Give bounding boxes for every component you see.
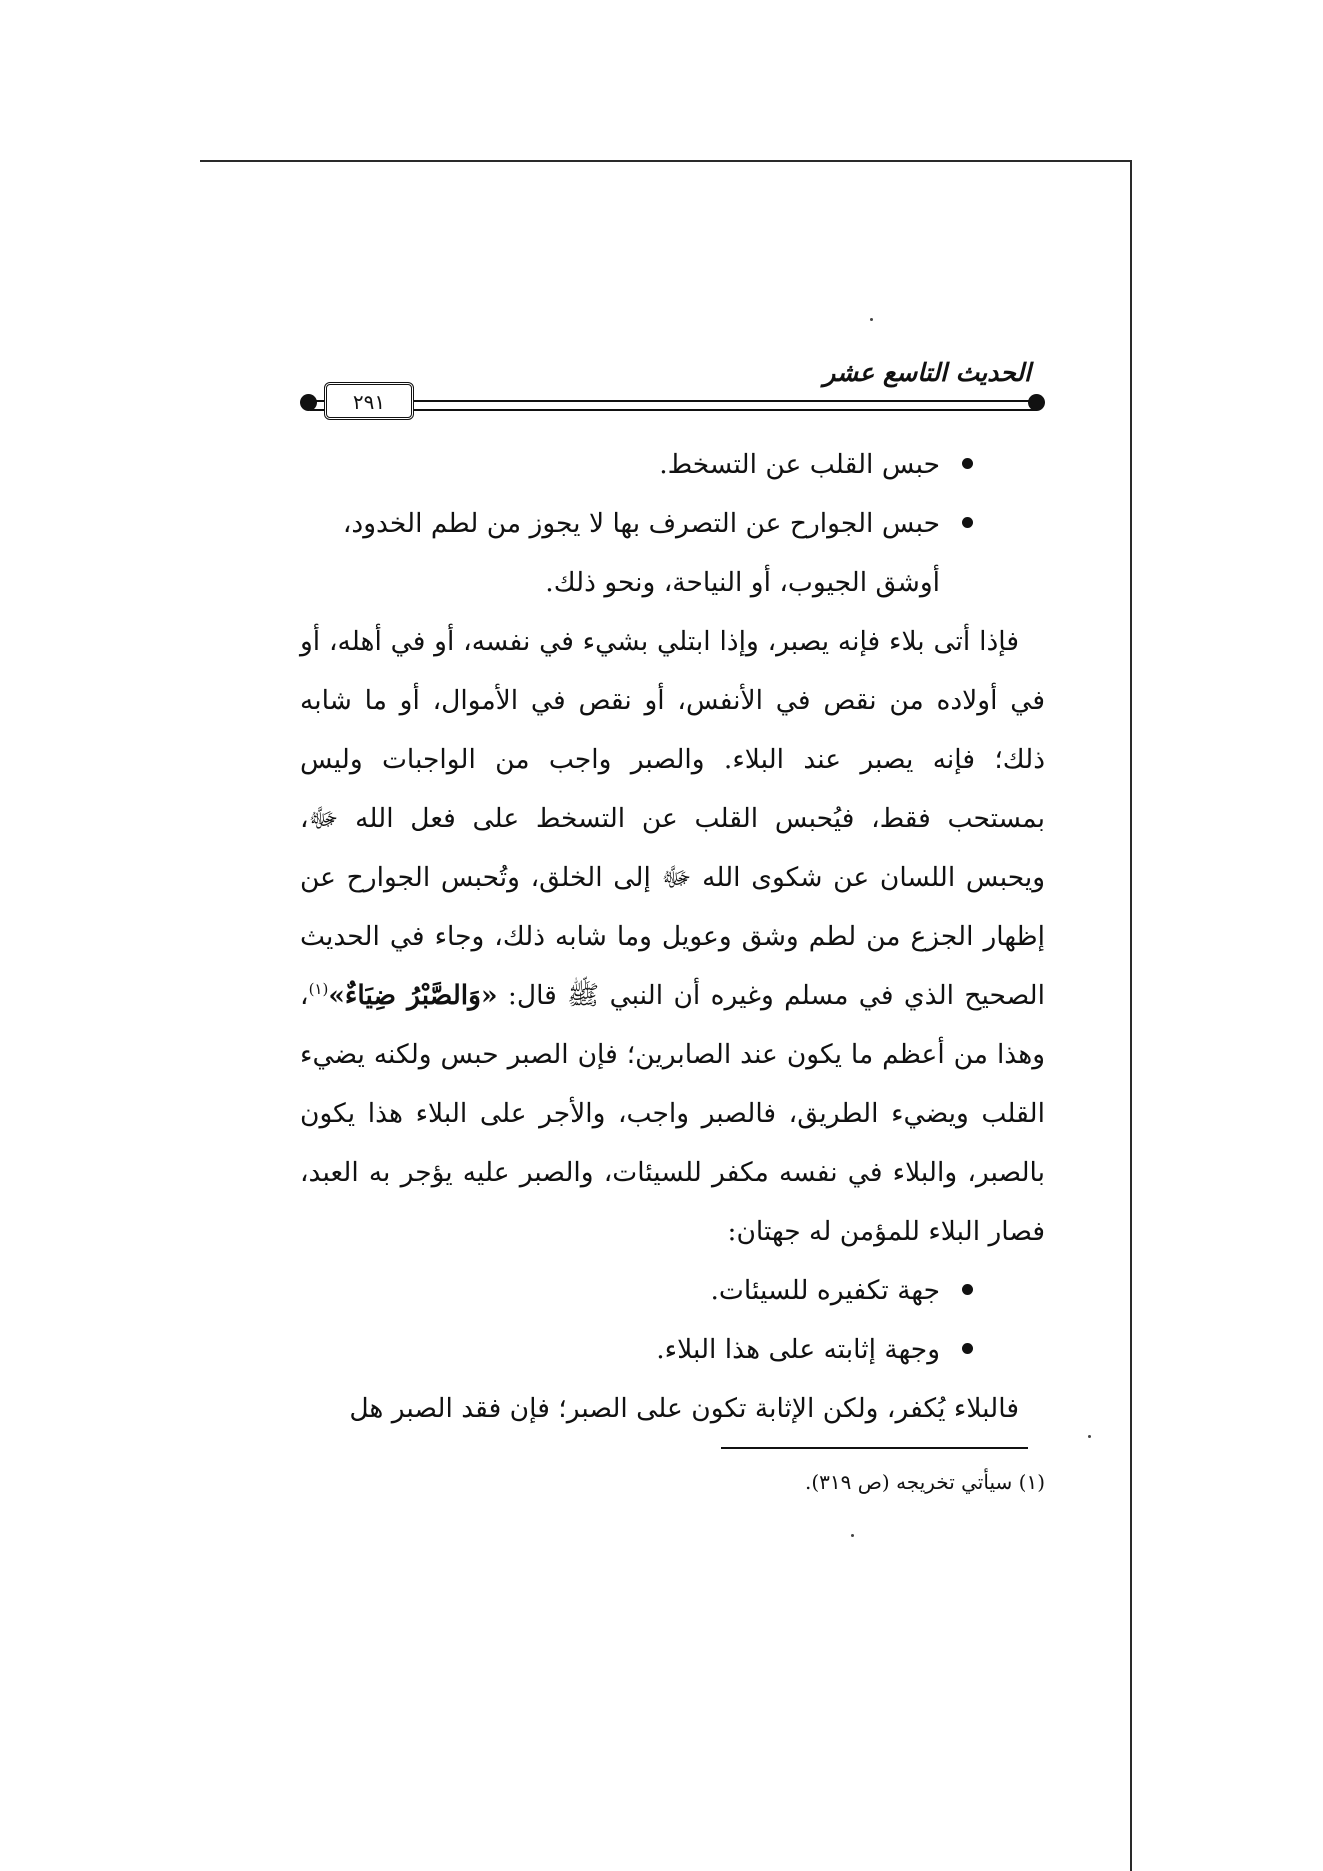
list-item bbox=[300, 494, 1045, 612]
list-item-text: حبس القلب عن التسخط. bbox=[659, 449, 940, 480]
list-item bbox=[300, 1320, 1045, 1379]
bullet-icon bbox=[962, 517, 973, 528]
header-ornament-dot-right bbox=[1028, 394, 1045, 411]
page-number: ٢٩١ bbox=[352, 390, 386, 414]
footnote-separator bbox=[721, 1447, 1028, 1449]
closing-paragraph: فالبلاء يُكفر، ولكن الإثابة تكون على الصبر؛ فإن فقد الصبر هل bbox=[349, 1393, 1019, 1424]
scan-speck bbox=[851, 1534, 854, 1537]
running-header bbox=[300, 360, 1045, 430]
footnote: (١) سيأتي تخريجه (ص ٣١٩). bbox=[804, 1470, 1045, 1494]
paragraph-text: ، وهذا من أعظم ما يكون عند الصابرين؛ فإن الصبر حبس ولكنه يضيء القلب ويضيء الطريق، فالصبر واجب، والأجر على البلاء هذا يكون بالصبر، والبلاء في نفسه مكفر للسيئات، والصبر عليه يؤجر به العبد، فصار البلاء للمؤمن له جهتان: bbox=[300, 980, 1045, 1247]
bullet-icon bbox=[962, 458, 973, 469]
scan-speck bbox=[1088, 1435, 1091, 1438]
list-item bbox=[300, 435, 1045, 494]
list-item bbox=[300, 1261, 1045, 1320]
list-item-text: جهة تكفيره للسيئات. bbox=[710, 1275, 940, 1306]
scan-border-top bbox=[200, 160, 1132, 162]
hadith-quote: «وَالصَّبْرُ ضِيَاءٌ» bbox=[328, 980, 498, 1011]
scan-border-right bbox=[1130, 160, 1132, 1871]
list-item-text: حبس الجوارح عن التصرف بها لا يجوز من لطم الخدود، أوشق الجيوب، أو النياحة، ونحو ذلك. bbox=[342, 508, 940, 598]
header-double-rule bbox=[310, 400, 1037, 411]
scan-speck bbox=[870, 318, 873, 321]
paragraph-text: فإذا أتى بلاء فإنه يصبر، وإذا ابتلي بشيء في نفسه، أو في أهله، أو في أولاده من نقص في الأنفس، أو نقص في الأموال، أو ما شابه ذلك؛ فإنه يصبر عند البلاء. والصبر واجب من الواجبات وليس بمستحب فقط، فيُحبس القلب عن التسخط على فعل الله ﷻ، ويحبس اللسان عن شكوى الله ﷻ إلى الخلق، وتُحبس الجوارح عن إظهار الجزع من لطم وشق وعويل وما شابه ذلك، وجاء في الحديث الصحيح الذي في مسلم وغيره أن النبي ﷺ قال: bbox=[300, 626, 1045, 1011]
header-ornament-dot-left bbox=[300, 394, 317, 411]
bullet-icon bbox=[962, 1284, 973, 1295]
page-number-frame bbox=[324, 382, 414, 420]
body-text bbox=[300, 435, 1045, 1438]
bullet-icon bbox=[962, 1343, 973, 1354]
main-paragraph bbox=[300, 612, 1045, 1261]
list-item-text: وجهة إثابته على هذا البلاء. bbox=[656, 1334, 940, 1365]
footnote-marker[interactable]: (١) bbox=[308, 980, 329, 999]
chapter-title: الحديث التاسع عشر bbox=[819, 358, 1031, 387]
